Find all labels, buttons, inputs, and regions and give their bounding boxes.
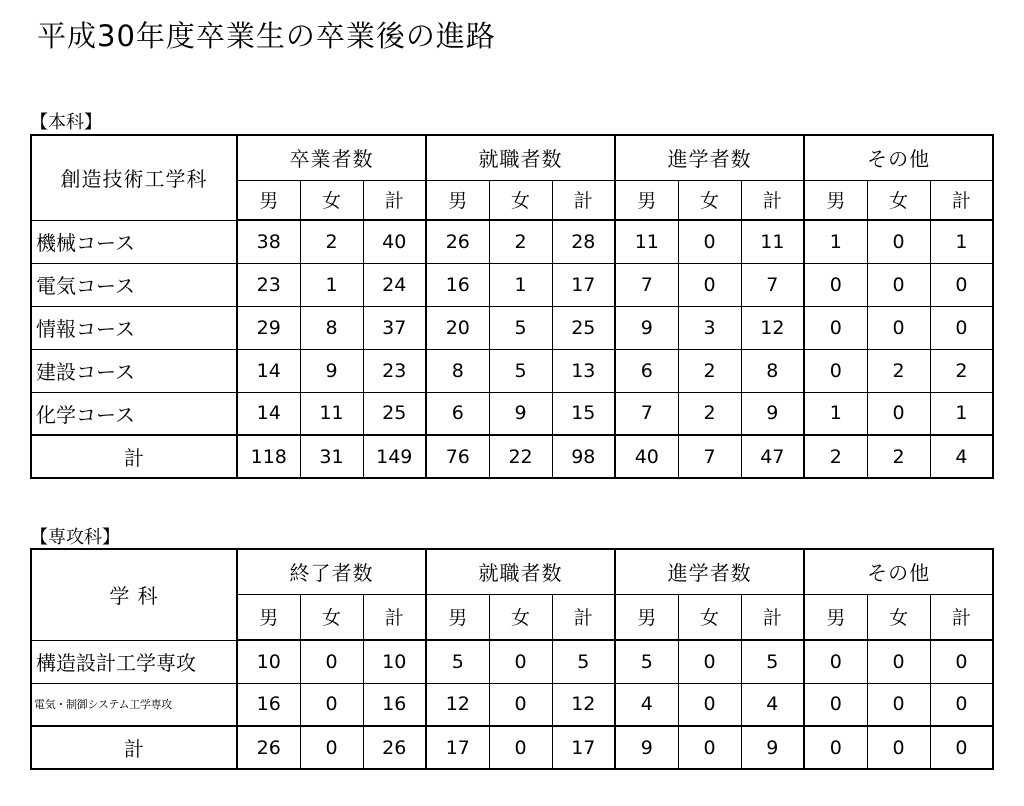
value-cell: 47 bbox=[741, 435, 804, 478]
value-cell: 10 bbox=[363, 640, 426, 683]
group-header: その他 bbox=[804, 135, 993, 180]
value-cell: 5 bbox=[426, 640, 489, 683]
sub-header: 女 bbox=[678, 180, 741, 220]
table-row bbox=[31, 640, 993, 683]
sub-header: 女 bbox=[300, 180, 363, 220]
value-cell: 76 bbox=[426, 435, 489, 478]
value-cell: 0 bbox=[678, 220, 741, 263]
value-cell: 20 bbox=[426, 306, 489, 349]
row-label: 建設コース bbox=[31, 349, 237, 392]
sub-header: 男 bbox=[615, 180, 678, 220]
value-cell: 5 bbox=[615, 640, 678, 683]
senkoka-table bbox=[30, 548, 994, 770]
value-cell: 2 bbox=[867, 435, 930, 478]
group-header: その他 bbox=[804, 549, 993, 594]
row-label: 電気・制御システム工学専攻 bbox=[31, 683, 237, 726]
senkoka-body bbox=[31, 640, 993, 769]
sub-header: 女 bbox=[300, 594, 363, 640]
value-cell: 0 bbox=[804, 683, 867, 726]
value-cell: 25 bbox=[552, 306, 615, 349]
value-cell: 5 bbox=[489, 306, 552, 349]
value-cell: 9 bbox=[615, 306, 678, 349]
sub-header: 男 bbox=[237, 594, 300, 640]
value-cell: 2 bbox=[678, 349, 741, 392]
value-cell: 16 bbox=[237, 683, 300, 726]
corner-header: 学 科 bbox=[31, 549, 237, 640]
sub-header: 計 bbox=[363, 180, 426, 220]
sub-header: 計 bbox=[930, 594, 993, 640]
row-label: 化学コース bbox=[31, 392, 237, 435]
value-cell: 2 bbox=[678, 392, 741, 435]
value-cell: 4 bbox=[615, 683, 678, 726]
value-cell: 12 bbox=[552, 683, 615, 726]
table-row bbox=[31, 306, 993, 349]
value-cell: 4 bbox=[930, 435, 993, 478]
sub-header: 計 bbox=[741, 180, 804, 220]
value-cell: 13 bbox=[552, 349, 615, 392]
value-cell: 0 bbox=[867, 640, 930, 683]
value-cell: 1 bbox=[489, 263, 552, 306]
value-cell: 7 bbox=[741, 263, 804, 306]
value-cell: 3 bbox=[678, 306, 741, 349]
value-cell: 22 bbox=[489, 435, 552, 478]
total-row bbox=[31, 435, 993, 478]
value-cell: 98 bbox=[552, 435, 615, 478]
sub-header: 計 bbox=[363, 594, 426, 640]
total-label: 計 bbox=[31, 726, 237, 769]
value-cell: 0 bbox=[867, 683, 930, 726]
value-cell: 24 bbox=[363, 263, 426, 306]
value-cell: 31 bbox=[300, 435, 363, 478]
value-cell: 0 bbox=[300, 726, 363, 769]
value-cell: 6 bbox=[615, 349, 678, 392]
sub-header: 男 bbox=[237, 180, 300, 220]
value-cell: 11 bbox=[615, 220, 678, 263]
value-cell: 0 bbox=[300, 640, 363, 683]
value-cell: 0 bbox=[867, 392, 930, 435]
value-cell: 0 bbox=[867, 263, 930, 306]
value-cell: 8 bbox=[741, 349, 804, 392]
value-cell: 26 bbox=[363, 726, 426, 769]
group-header: 卒業者数 bbox=[237, 135, 426, 180]
value-cell: 149 bbox=[363, 435, 426, 478]
value-cell: 0 bbox=[867, 726, 930, 769]
value-cell: 0 bbox=[930, 726, 993, 769]
value-cell: 1 bbox=[804, 392, 867, 435]
value-cell: 17 bbox=[552, 726, 615, 769]
value-cell: 0 bbox=[930, 683, 993, 726]
value-cell: 26 bbox=[237, 726, 300, 769]
page-title: 平成30年度卒業生の卒業後の進路 bbox=[37, 19, 496, 53]
value-cell: 16 bbox=[426, 263, 489, 306]
value-cell: 17 bbox=[426, 726, 489, 769]
group-header: 進学者数 bbox=[615, 135, 804, 180]
value-cell: 7 bbox=[615, 263, 678, 306]
value-cell: 29 bbox=[237, 306, 300, 349]
honka-table bbox=[30, 134, 994, 479]
value-cell: 26 bbox=[426, 220, 489, 263]
value-cell: 9 bbox=[300, 349, 363, 392]
value-cell: 0 bbox=[489, 640, 552, 683]
value-cell: 2 bbox=[867, 349, 930, 392]
value-cell: 1 bbox=[804, 220, 867, 263]
value-cell: 1 bbox=[300, 263, 363, 306]
value-cell: 0 bbox=[300, 683, 363, 726]
sub-header: 計 bbox=[552, 594, 615, 640]
value-cell: 12 bbox=[426, 683, 489, 726]
value-cell: 9 bbox=[615, 726, 678, 769]
sub-header: 男 bbox=[615, 594, 678, 640]
sub-header: 計 bbox=[552, 180, 615, 220]
value-cell: 37 bbox=[363, 306, 426, 349]
value-cell: 2 bbox=[804, 435, 867, 478]
value-cell: 2 bbox=[930, 349, 993, 392]
group-header: 進学者数 bbox=[615, 549, 804, 594]
table-row bbox=[31, 263, 993, 306]
value-cell: 0 bbox=[804, 349, 867, 392]
value-cell: 38 bbox=[237, 220, 300, 263]
table-row bbox=[31, 683, 993, 726]
value-cell: 14 bbox=[237, 392, 300, 435]
value-cell: 1 bbox=[930, 392, 993, 435]
value-cell: 0 bbox=[678, 263, 741, 306]
row-label: 機械コース bbox=[31, 220, 237, 263]
value-cell: 4 bbox=[741, 683, 804, 726]
value-cell: 17 bbox=[552, 263, 615, 306]
value-cell: 9 bbox=[741, 726, 804, 769]
value-cell: 5 bbox=[552, 640, 615, 683]
corner-header: 創造技術工学科 bbox=[31, 135, 237, 220]
value-cell: 11 bbox=[300, 392, 363, 435]
sub-header: 女 bbox=[867, 180, 930, 220]
total-label: 計 bbox=[31, 435, 237, 478]
group-header: 就職者数 bbox=[426, 135, 615, 180]
sub-header: 男 bbox=[426, 594, 489, 640]
section-label-honka: 【本科】 bbox=[30, 112, 102, 133]
honka-body bbox=[31, 220, 993, 478]
sub-header: 女 bbox=[678, 594, 741, 640]
value-cell: 40 bbox=[363, 220, 426, 263]
value-cell: 5 bbox=[489, 349, 552, 392]
value-cell: 1 bbox=[930, 220, 993, 263]
value-cell: 0 bbox=[930, 306, 993, 349]
value-cell: 0 bbox=[930, 640, 993, 683]
value-cell: 9 bbox=[489, 392, 552, 435]
value-cell: 8 bbox=[300, 306, 363, 349]
value-cell: 0 bbox=[804, 640, 867, 683]
value-cell: 9 bbox=[741, 392, 804, 435]
value-cell: 7 bbox=[615, 392, 678, 435]
value-cell: 7 bbox=[678, 435, 741, 478]
value-cell: 0 bbox=[678, 726, 741, 769]
value-cell: 118 bbox=[237, 435, 300, 478]
value-cell: 25 bbox=[363, 392, 426, 435]
value-cell: 10 bbox=[237, 640, 300, 683]
group-header: 就職者数 bbox=[426, 549, 615, 594]
section-label-senkoka: 【専攻科】 bbox=[30, 527, 120, 548]
value-cell: 14 bbox=[237, 349, 300, 392]
value-cell: 5 bbox=[741, 640, 804, 683]
value-cell: 0 bbox=[678, 640, 741, 683]
sub-header: 男 bbox=[804, 594, 867, 640]
sub-header: 男 bbox=[804, 180, 867, 220]
value-cell: 0 bbox=[804, 306, 867, 349]
value-cell: 28 bbox=[552, 220, 615, 263]
table-row bbox=[31, 349, 993, 392]
value-cell: 23 bbox=[237, 263, 300, 306]
header-row bbox=[31, 549, 993, 594]
row-label: 構造設計工学専攻 bbox=[31, 640, 237, 683]
value-cell: 23 bbox=[363, 349, 426, 392]
value-cell: 0 bbox=[489, 726, 552, 769]
value-cell: 8 bbox=[426, 349, 489, 392]
value-cell: 2 bbox=[489, 220, 552, 263]
header-row bbox=[31, 135, 993, 180]
group-header: 終了者数 bbox=[237, 549, 426, 594]
sub-header: 計 bbox=[741, 594, 804, 640]
sub-header: 計 bbox=[930, 180, 993, 220]
value-cell: 0 bbox=[804, 263, 867, 306]
value-cell: 0 bbox=[678, 683, 741, 726]
sub-header: 女 bbox=[867, 594, 930, 640]
total-row bbox=[31, 726, 993, 769]
value-cell: 0 bbox=[867, 306, 930, 349]
sub-header: 女 bbox=[489, 594, 552, 640]
value-cell: 0 bbox=[930, 263, 993, 306]
value-cell: 16 bbox=[363, 683, 426, 726]
value-cell: 0 bbox=[867, 220, 930, 263]
value-cell: 0 bbox=[804, 726, 867, 769]
value-cell: 6 bbox=[426, 392, 489, 435]
value-cell: 12 bbox=[741, 306, 804, 349]
table-row bbox=[31, 392, 993, 435]
table-row bbox=[31, 220, 993, 263]
value-cell: 2 bbox=[300, 220, 363, 263]
row-label: 電気コース bbox=[31, 263, 237, 306]
sub-header: 女 bbox=[489, 180, 552, 220]
value-cell: 40 bbox=[615, 435, 678, 478]
sub-header: 男 bbox=[426, 180, 489, 220]
row-label: 情報コース bbox=[31, 306, 237, 349]
value-cell: 0 bbox=[489, 683, 552, 726]
value-cell: 15 bbox=[552, 392, 615, 435]
value-cell: 11 bbox=[741, 220, 804, 263]
